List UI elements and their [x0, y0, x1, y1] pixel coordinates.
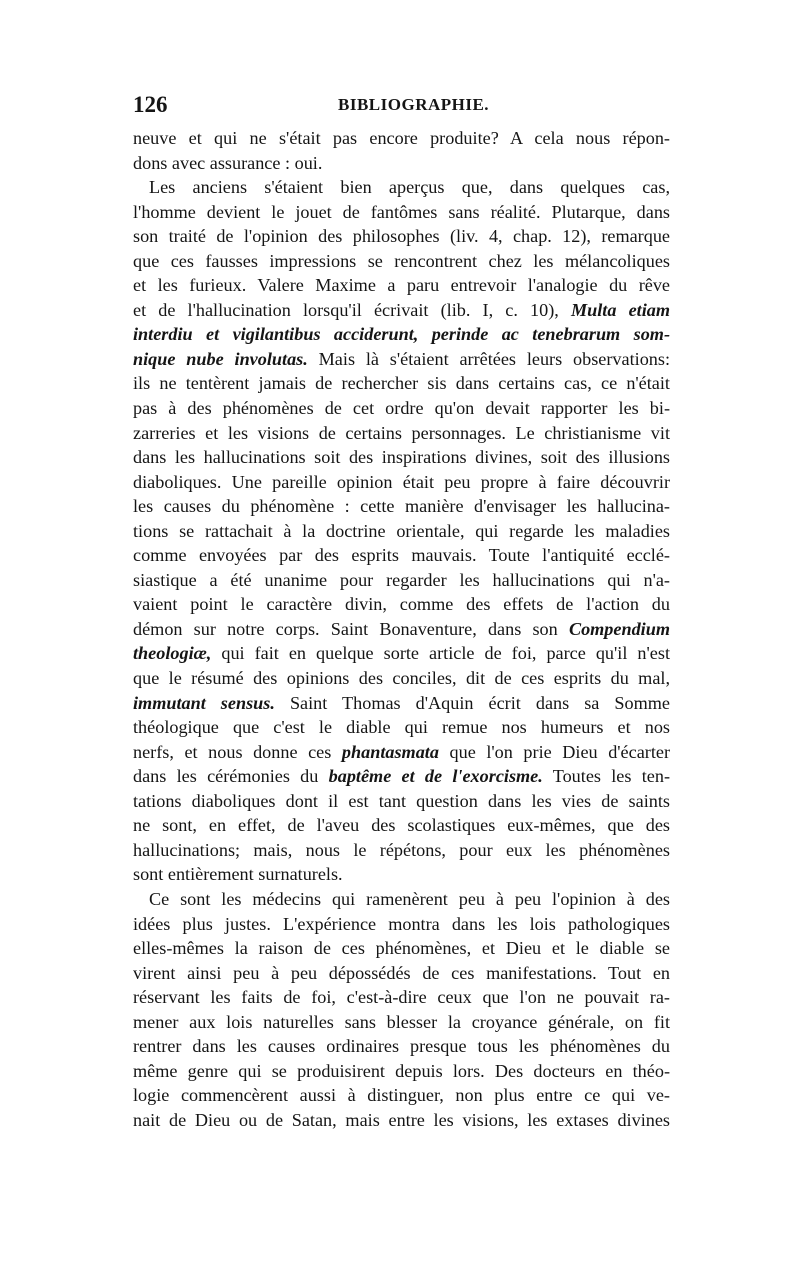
text-segment: idées plus justes. L'expérience montra dans les lois pathologiques — [133, 913, 670, 934]
text-line — [133, 862, 670, 887]
text-line — [133, 813, 670, 838]
text-line — [133, 985, 670, 1010]
text-segment: l'homme devient le jouet de fantômes sans réalité. Plutarque, dans — [133, 201, 670, 222]
text-line — [133, 543, 670, 568]
italic-phrase: immutant sensus. — [133, 692, 275, 713]
text-segment: pas à des phénomènes de cet ordre qu'on devait rapporter les bi- — [133, 398, 670, 419]
text-line — [133, 912, 670, 937]
text-segment: les causes du phénomène : cette manière d'envisager les hallucina- — [133, 496, 670, 517]
text-segment: mener aux lois naturelles sans blesser la croyance générale, on fit — [133, 1011, 670, 1032]
text-line — [133, 568, 670, 593]
text-segment: virent ainsi peu à peu dépossédés de ces manifestations. Tout en — [133, 962, 670, 983]
text-segment: rentrer dans les causes ordinaires presque tous les phénomènes du — [133, 1036, 670, 1057]
text-line — [133, 641, 670, 666]
text-segment: dans les cérémonies du — [133, 766, 319, 787]
text-segment: zarreries et les visions de certains personnages. Le christianisme vit — [133, 422, 670, 443]
text-line — [133, 592, 670, 617]
text-line — [133, 126, 670, 151]
text-line — [133, 961, 670, 986]
text-line — [133, 691, 670, 716]
text-line — [133, 789, 670, 814]
text-line — [133, 1083, 670, 1108]
text-line — [133, 396, 670, 421]
text-segment: Ce sont les médecins qui ramenèrent peu à peu l'opinion à des — [149, 888, 670, 909]
text-segment: neuve et qui ne s'était pas encore produite? A cela nous répon- — [133, 128, 670, 148]
text-segment: dans les hallucinations soit des inspirations divines, soit des illusions — [133, 447, 670, 468]
text-line — [133, 421, 670, 446]
text-segment: qui fait en quelque sorte article de foi, parce qu'il n'est — [221, 643, 671, 664]
text-line — [133, 1010, 670, 1035]
text-line — [133, 200, 670, 225]
text-segment: hallucinations; mais, nous le répétons, pour eux les phénomènes — [133, 839, 670, 860]
text-segment: nerfs, et nous donne ces — [133, 741, 332, 762]
text-line — [133, 936, 670, 961]
text-line — [133, 494, 670, 519]
text-segment: ne sont, en effet, de l'aveu des scolastiques eux-mêmes, que des — [133, 815, 670, 836]
text-line — [133, 175, 670, 200]
italic-phrase: Compendium — [568, 618, 670, 639]
text-segment: que le résumé des opinions des conciles, dit de ces esprits du mal, — [133, 668, 670, 689]
italic-phrase: phantasmata — [341, 741, 439, 762]
text-segment: Les anciens s'étaient bien aperçus que, dans quelques cas, — [149, 177, 670, 198]
text-segment: que ces fausses impressions se rencontrent chez les mélancoliques — [133, 250, 670, 271]
text-line — [133, 519, 670, 544]
text-segment: nait de Dieu ou de Satan, mais entre les visions, les extases divines — [133, 1109, 670, 1130]
text-segment: même genre qui se produisirent depuis lors. Des docteurs en théo- — [133, 1060, 670, 1081]
text-line — [133, 151, 670, 176]
text-line — [133, 617, 670, 642]
italic-phrase: theologiæ, — [133, 643, 212, 664]
text-line — [133, 740, 670, 765]
italic-phrase: interdiu et vigilantibus acciderunt, perinde ac tenebrarum som- — [133, 324, 670, 345]
body-text — [133, 126, 670, 1132]
text-line — [133, 887, 670, 912]
text-segment: Toutes les ten- — [552, 766, 671, 787]
text-line — [133, 764, 670, 789]
text-line — [133, 298, 670, 323]
text-line — [133, 666, 670, 691]
text-segment: Saint Thomas d'Aquin écrit dans sa Somme — [289, 692, 670, 713]
text-line — [133, 347, 670, 372]
text-segment: logie commencèrent aussi à distinguer, non plus entre ce qui ve- — [133, 1085, 670, 1106]
page-number: 126 — [133, 92, 168, 117]
text-segment: tations diaboliques dont il est tant question dans les vies de saints — [133, 790, 670, 811]
text-line — [133, 249, 670, 274]
text-segment: diaboliques. Une pareille opinion était peu propre à faire découvrir — [133, 471, 670, 492]
text-line — [133, 273, 670, 298]
text-line — [133, 838, 670, 863]
text-segment: théologique que c'est le diable qui remue nos humeurs et nos — [133, 717, 670, 738]
text-segment: vaient point le caractère divin, comme des effets de l'action du — [133, 594, 670, 615]
text-line — [133, 371, 670, 396]
text-line — [133, 715, 670, 740]
italic-phrase: nique nube involutas. — [133, 348, 308, 369]
text-line — [133, 224, 670, 249]
italic-phrase: Multa etiam — [570, 299, 671, 320]
text-segment: son traité de l'opinion des philosophes (liv. 4, chap. 12), remarque — [133, 226, 670, 247]
text-segment: et les furieux. Valere Maxime a paru entrevoir l'analogie du rêve — [133, 275, 670, 296]
text-segment: tions se rattachait à la doctrine orientale, qui regarde les maladies — [133, 520, 670, 541]
running-title: BIBLIOGRAPHIE. — [338, 95, 490, 114]
text-line — [133, 1108, 670, 1133]
text-segment: ils ne tentèrent jamais de rechercher sis dans certains cas, ce n'était — [133, 373, 670, 394]
text-segment: elles-mêmes la raison de ces phénomènes, et Dieu et le diable se — [133, 938, 670, 959]
text-segment: réservant les faits de foi, c'est-à-dire ceux que l'on ne pouvait ra- — [133, 987, 670, 1008]
text-line — [133, 322, 670, 347]
text-line — [133, 445, 670, 470]
text-segment: Mais là s'étaient arrêtées leurs observations: — [318, 348, 671, 369]
text-segment: siastique a été unanime pour regarder les hallucinations qui n'a- — [133, 569, 670, 590]
text-segment: démon sur notre corps. Saint Bonaventure, dans son — [133, 618, 558, 639]
text-segment: sont entièrement surnaturels. — [133, 864, 343, 885]
text-segment: et de l'hallucination lorsqu'il écrivait (lib. I, c. 10), — [133, 299, 559, 320]
page-header — [133, 92, 670, 122]
text-segment: dons avec assurance : oui. — [133, 152, 323, 173]
text-segment: comme envoyées par des esprits mauvais. Toute l'antiquité ecclé- — [133, 545, 670, 566]
italic-phrase: baptême et de l'exorcisme. — [328, 766, 543, 787]
text-segment: que l'on prie Dieu d'écarter — [449, 741, 671, 762]
text-line — [133, 470, 670, 495]
text-line — [133, 1059, 670, 1084]
text-line — [133, 1034, 670, 1059]
